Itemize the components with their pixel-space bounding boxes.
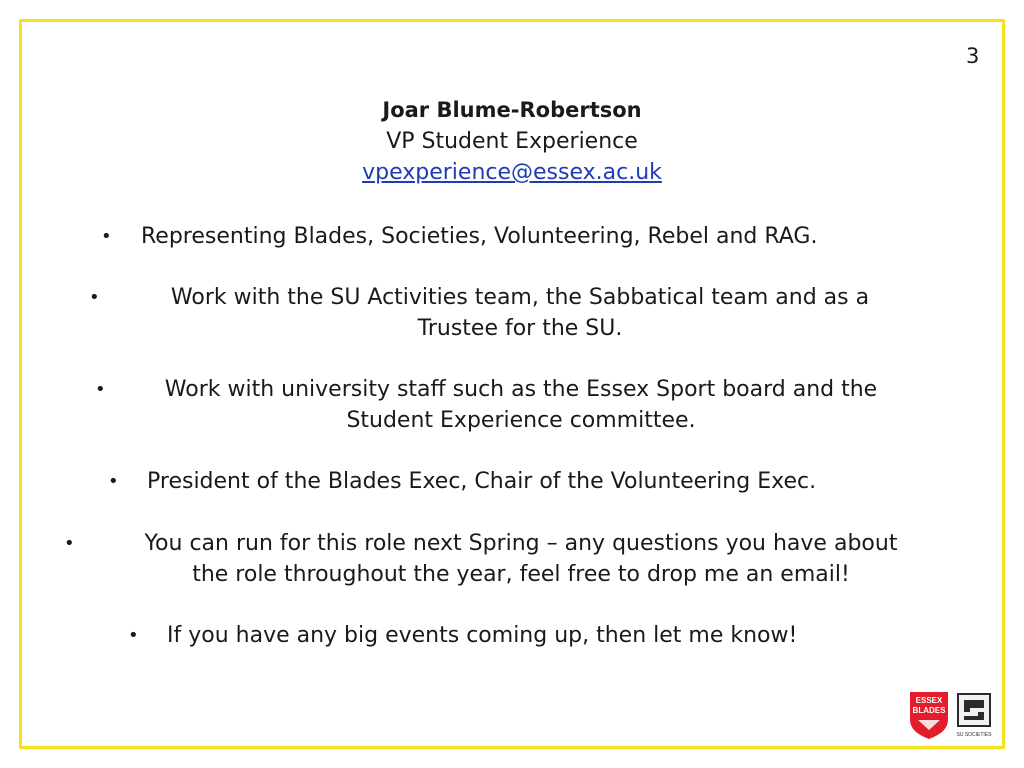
blades-logo-text-1: ESSEX <box>915 696 943 705</box>
bullet-line-1: You can run for this role next Spring – any questions you have about <box>144 531 898 556</box>
su-societies-logo <box>956 694 992 738</box>
bullet-text: If you have any big events coming up, then let me know! <box>167 623 798 648</box>
bullet-text <box>103 528 939 590</box>
email-link[interactable]: vpexperience@essex.ac.uk <box>362 160 662 185</box>
bullet-icon: • <box>89 287 100 308</box>
bullet-icon: • <box>95 379 106 400</box>
bullet-line-1: Work with university staff such as the Essex Sport board and the <box>164 377 878 402</box>
blades-logo-text-2: BLADES <box>912 706 946 715</box>
bullet-icon: • <box>64 533 75 554</box>
bullet-icon: • <box>108 471 119 492</box>
bullet-text <box>134 374 908 436</box>
bullet-line-2: Student Experience committee. <box>346 408 696 433</box>
bullet-text <box>128 282 912 344</box>
bullet-line-2: Trustee for the SU. <box>417 316 623 341</box>
person-role: VP Student Experience <box>386 129 638 154</box>
bullet-icon: • <box>101 226 112 247</box>
bullet-line-2: the role throughout the year, feel free to drop me an email! <box>192 562 850 587</box>
bullet-icon: • <box>128 625 139 646</box>
essex-blades-logo <box>910 692 948 739</box>
bullet-line-1: Work with the SU Activities team, the Sabbatical team and as a <box>170 285 870 310</box>
person-name: Joar Blume-Robertson <box>382 98 642 122</box>
societies-logo-text: SU SOCIETIES <box>956 732 992 738</box>
logos-svg <box>908 690 998 740</box>
bullet-text: President of the Blades Exec, Chair of the Volunteering Exec. <box>147 469 817 494</box>
bullet-text: Representing Blades, Societies, Volunteering, Rebel and RAG. <box>141 224 818 249</box>
logos-group <box>908 690 998 740</box>
page-number: 3 <box>966 44 980 68</box>
